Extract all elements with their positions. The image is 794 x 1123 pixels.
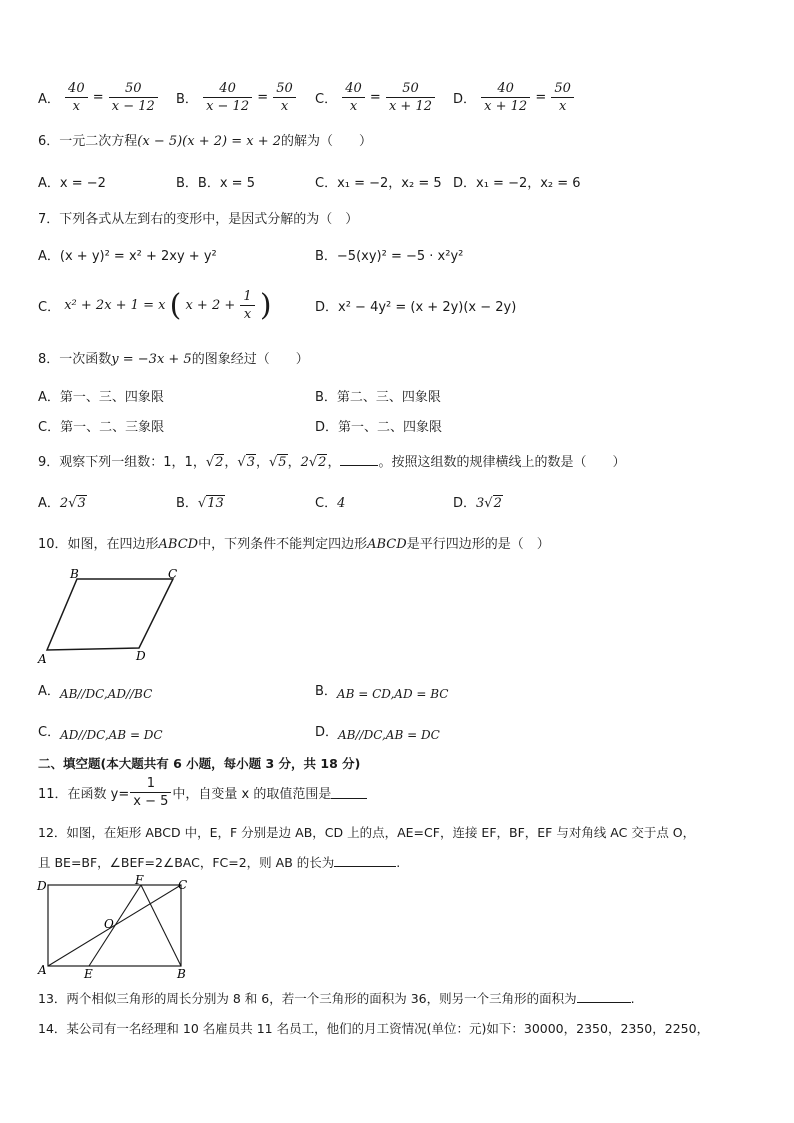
q9-option-a: A．2√3 [38, 496, 86, 511]
fraction: $\frac{1}{x}$ [240, 288, 254, 323]
answer-blank [577, 990, 631, 1003]
q9-option-c: C．4 [315, 496, 346, 511]
q5-option-d: D． $\frac{40}{x + 12}$ = $\frac{50}{x}$ [453, 80, 575, 115]
q7-option-b: B．−5(xy)² = −5 · x²y² [315, 249, 464, 264]
q12-stem-line-2: 且 BE=BF，∠BEF=2∠BAC，FC=2，则 AB 的长为 . [38, 855, 401, 870]
q6-option-b: B．B．x = 5 [176, 176, 255, 191]
section-heading: 二、填空题(本大题共有 6 小题，每小题 3 分，共 18 分) [38, 756, 361, 771]
q5-option-a: A． $\frac{40}{x}$ = $\frac{50}{x - 12}$ [38, 80, 159, 115]
q13-stem: 13．两个相似三角形的周长分别为 8 和 6，若一个三角形的面积为 36，则另一个三角形的面积为 . [38, 991, 635, 1006]
vertex-a-label: A [38, 652, 47, 666]
answer-blank [340, 453, 378, 466]
q9-option-d: D．3√2 [453, 496, 502, 511]
point-d-label: D [37, 879, 47, 893]
q5-option-c: C． $\frac{40}{x}$ = $\frac{50}{x + 12}$ [315, 80, 436, 115]
q8-option-c: C．第一、二、三象限 [38, 420, 165, 435]
answer-blank [331, 786, 367, 799]
point-c-label: C [178, 878, 188, 892]
point-f-label: F [135, 874, 144, 887]
fraction: $\frac{50}{x}$ [273, 80, 296, 115]
q10-parallelogram-figure [36, 566, 186, 666]
q8-option-a: A．第一、三、四象限 [38, 390, 164, 405]
fraction: $\frac{40}{x + 12}$ [481, 80, 530, 115]
q14-stem: 14．某公司有一名经理和 10 名雇员共 11 名员工，他们的月工资情况(单位：元)如下：30000，2350，2350，2250， [38, 1021, 710, 1036]
fraction: $\frac{40}{x - 12}$ [203, 80, 252, 115]
fraction: $\frac{1}{x - 5}$ [130, 775, 171, 810]
vertex-c-label: C [168, 567, 178, 581]
q10-option-d: D．AB//DC,AB = DC [315, 725, 440, 742]
fraction: $\frac{40}{x}$ [342, 80, 365, 115]
q6-option-d: D．x₁ = −2，x₂ = 6 [453, 176, 581, 191]
answer-blank [334, 854, 396, 867]
q10-option-b: B．AB = CD,AD = BC [315, 684, 449, 701]
q6-option-a: A．x = −2 [38, 176, 106, 191]
q5-option-b: B． $\frac{40}{x - 12}$ = $\frac{50}{x}$ [176, 80, 297, 115]
fraction: $\frac{50}{x - 12}$ [109, 80, 158, 115]
q11-stem: 11．在函数 y= $\frac{1}{x - 5}$ 中，自变量 x 的取值范围是 [38, 775, 367, 810]
q7-stem: 7．下列各式从左到右的变形中，是因式分解的为（ ） [38, 212, 359, 227]
parallelogram-shape [47, 579, 173, 650]
fraction: $\frac{50}{x + 12}$ [386, 80, 435, 115]
point-a-label: A [38, 963, 47, 977]
vertex-d-label: D [136, 649, 146, 663]
vertex-b-label: B [70, 567, 79, 581]
q7-option-c: C． x² + 2x + 1 = x ( x + 2 + $\frac{1}{x}$ ) [38, 288, 272, 323]
q7-option-a: A．(x + y)² = x² + 2xy + y² [38, 249, 217, 264]
q6-option-c: C．x₁ = −2，x₂ = 5 [315, 176, 442, 191]
q9-option-b: B．√13 [176, 496, 224, 511]
q12-stem-line-1: 12．如图，在矩形 ABCD 中，E，F 分别是边 AB，CD 上的点，AE=CF，连接 EF，BF，EF 与对角线 AC 交于点 O， [38, 825, 696, 840]
open-paren: ( [169, 288, 182, 323]
point-b-label: B [177, 967, 186, 980]
q12-rectangle-figure [34, 874, 194, 980]
segment-ef [89, 885, 141, 966]
point-e-label: E [84, 967, 93, 980]
fraction: $\frac{40}{x}$ [65, 80, 88, 115]
q8-stem: 8．一次函数y = −3x + 5的图象经过（ ） [38, 352, 309, 367]
q9-stem: 9．观察下列一组数：1，1，√2，√3，√5，2√2， 。按照这组数的规律横线上的数是（ ） [38, 455, 626, 470]
close-paren: ) [259, 288, 272, 323]
q10-option-a: A．AB//DC,AD//BC [38, 684, 153, 701]
q10-option-c: C．AD//DC,AB = DC [38, 725, 163, 742]
point-o-label: O [104, 917, 114, 931]
q10-stem: 10．如图，在四边形ABCD中，下列条件不能判定四边形ABCD是平行四边形的是（ ） [38, 537, 550, 552]
q8-option-b: B．第二、三、四象限 [315, 390, 441, 405]
q8-option-d: D．第一、二、四象限 [315, 420, 443, 435]
fraction: $\frac{50}{x}$ [551, 80, 574, 115]
q7-option-d: D．x² − 4y² = (x + 2y)(x − 2y) [315, 300, 517, 315]
q6-stem: 6．一元二次方程(x − 5)(x + 2) = x + 2的解为（ ） [38, 134, 373, 149]
